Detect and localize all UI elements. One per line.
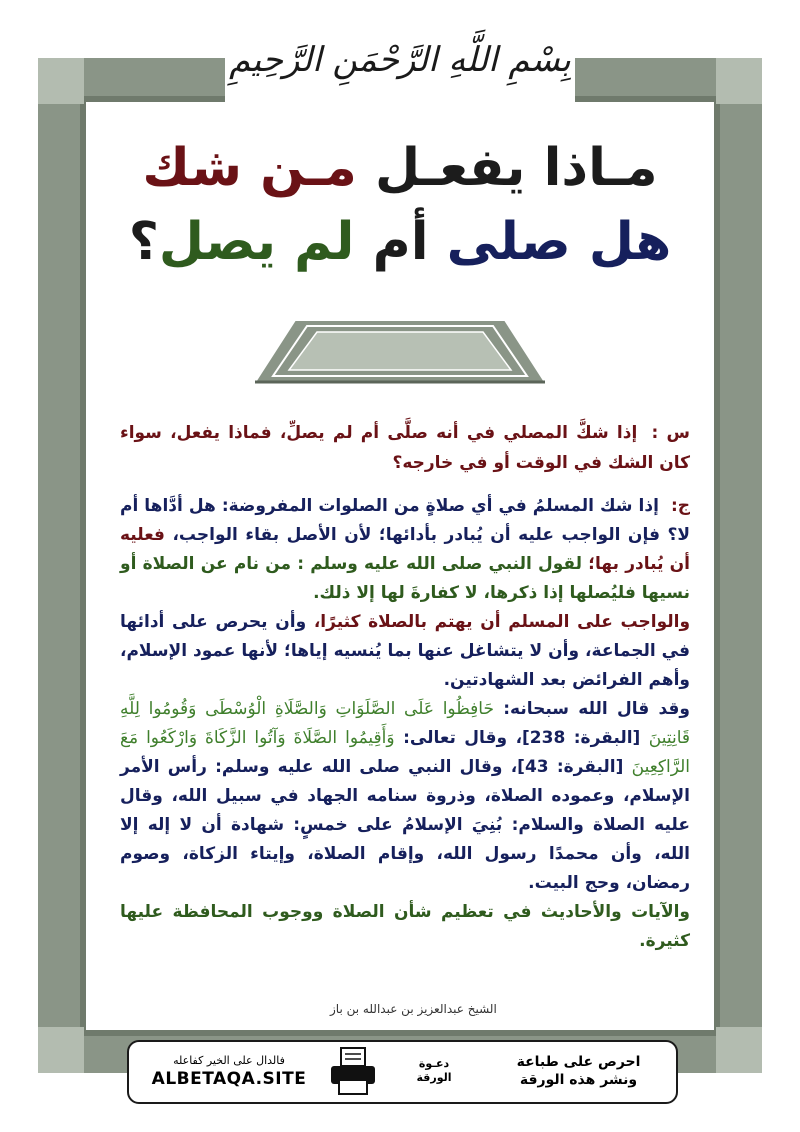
answer-paragraph-1: [120, 492, 690, 608]
answer-text: إذا شك المسلمُ في أي صلاةٍ من الصلوات المفروضة: هل أدَّاها أم لا؟ فإن الواجب عليه أن يُبادر بأدائها؛ لأن الأصل بقاء الواجب،: [120, 496, 691, 545]
title-part: هل صلى: [446, 212, 672, 272]
frame-corner: [716, 58, 762, 104]
title-part: أم: [372, 212, 429, 272]
answer-text: وقد قال الله سبحانه:: [503, 699, 690, 719]
print-note-line-1: احرص على طباعة: [516, 1054, 641, 1070]
question-label: س :: [651, 423, 690, 443]
footer-site-box: [139, 1048, 319, 1094]
verse-reference: [البقرة: 43]،: [510, 757, 624, 777]
answer-text: والواجب على المسلم أن يهتم بالصلاة كثيرًا،: [313, 612, 691, 632]
footer-bar: [127, 1040, 678, 1104]
answer-text: لقول النبي صلى الله عليه وسلم : من نام عن الصلاة أو نسيها فليُصلها إذا ذكرها، لا كفارةَ لها إلا ذلك.: [120, 554, 690, 603]
verse-reference: [البقرة: 238]،: [515, 728, 641, 748]
answer-text: وقال النبي صلى الله عليه وسلم:: [215, 757, 503, 777]
answer-text: وأن يحرص على أدائها في الجماعة، وأن لا يتشاغل عنها بما يُنسيه إياها؛ لأنها عمود الإسلام، وأهم الفرائض بعد الشهادتين.: [120, 612, 690, 690]
answer-block: [120, 492, 690, 956]
frame-corner: [38, 1027, 84, 1073]
footer-slogan: فالدال على الخير كفاعله: [173, 1053, 285, 1067]
dawah-logo-icon: [384, 1048, 484, 1094]
hadith-text: بُنِيَ الإسلامُ على خمسٍ: شهادة أن لا إله إلا الله، وأن محمدًا رسول الله، وإقام الصلاة، وإيتاء الزكاة، وصوم رمضان، وحج البيت.: [120, 815, 690, 893]
frame-corner: [716, 1027, 762, 1073]
answer-text: فعليه أن يُبادر بها؛: [120, 525, 691, 574]
answer-paragraph-3: [120, 695, 690, 898]
footer-print-note: [491, 1048, 666, 1094]
frame-corner: [38, 58, 84, 104]
question-block: [120, 418, 690, 478]
answer-text: وقال عليه الصلاة والسلام:: [120, 786, 690, 835]
answer-paragraph-2: [120, 608, 690, 695]
printer-icon: [329, 1046, 377, 1096]
page-title-line-1: [100, 138, 700, 198]
basmala: بِسْمِ اللَّهِ الرَّحْمَنِ الرَّحِيمِ: [229, 40, 571, 80]
title-part: مـن: [260, 138, 357, 198]
answer-label: ج:: [670, 496, 690, 516]
question-text: إذا شكَّ المصلي في أنه صلَّى أم لم يصلِّ، فماذا يفعل، سواء كان الشك في الوقت أو في خارجه؟: [120, 423, 690, 473]
title-part: شك: [142, 138, 242, 198]
quran-verse: وَأَقِيمُوا الصَّلَاةَ وَآتُوا الزَّكَاةَ وَارْكَعُوا مَعَ الرَّاكِعِينَ: [120, 728, 690, 777]
page-title-line-2: [100, 212, 700, 272]
logo-text: الورقة: [416, 1071, 452, 1084]
footer-site-link[interactable]: ALBETAQA.SITE: [151, 1068, 307, 1089]
title-part: لم يصل: [158, 212, 355, 272]
answer-text: وقال تعالى:: [403, 728, 508, 748]
hadith-text: رأس الأمر الإسلام، وعموده الصلاة، وذروة سنامه الجهاد في سبيل الله،: [120, 757, 690, 806]
author-signature: الشيخ عبدالعزيز بن عبدالله بن باز: [330, 1002, 497, 1016]
quran-verse: حَافِظُوا عَلَى الصَّلَوَاتِ وَالصَّلَاةِ الْوُسْطَى وَقُومُوا لِلَّهِ قَانِتِينَ: [120, 699, 691, 748]
print-note-line-2: ونشر هذه الورقة: [519, 1072, 638, 1088]
answer-text: والآيات والأحاديث في تعظيم شأن الصلاة ووجوب المحافظة عليها كثيرة.: [120, 902, 690, 951]
prayer-mat-icon: [255, 318, 545, 384]
title-question-mark: ؟: [128, 212, 159, 272]
basmala-area: [225, 0, 575, 116]
answer-paragraph-4: [120, 898, 690, 956]
logo-text: دعـوة: [418, 1057, 450, 1070]
title-part: مـاذا يفعـل: [374, 138, 658, 198]
